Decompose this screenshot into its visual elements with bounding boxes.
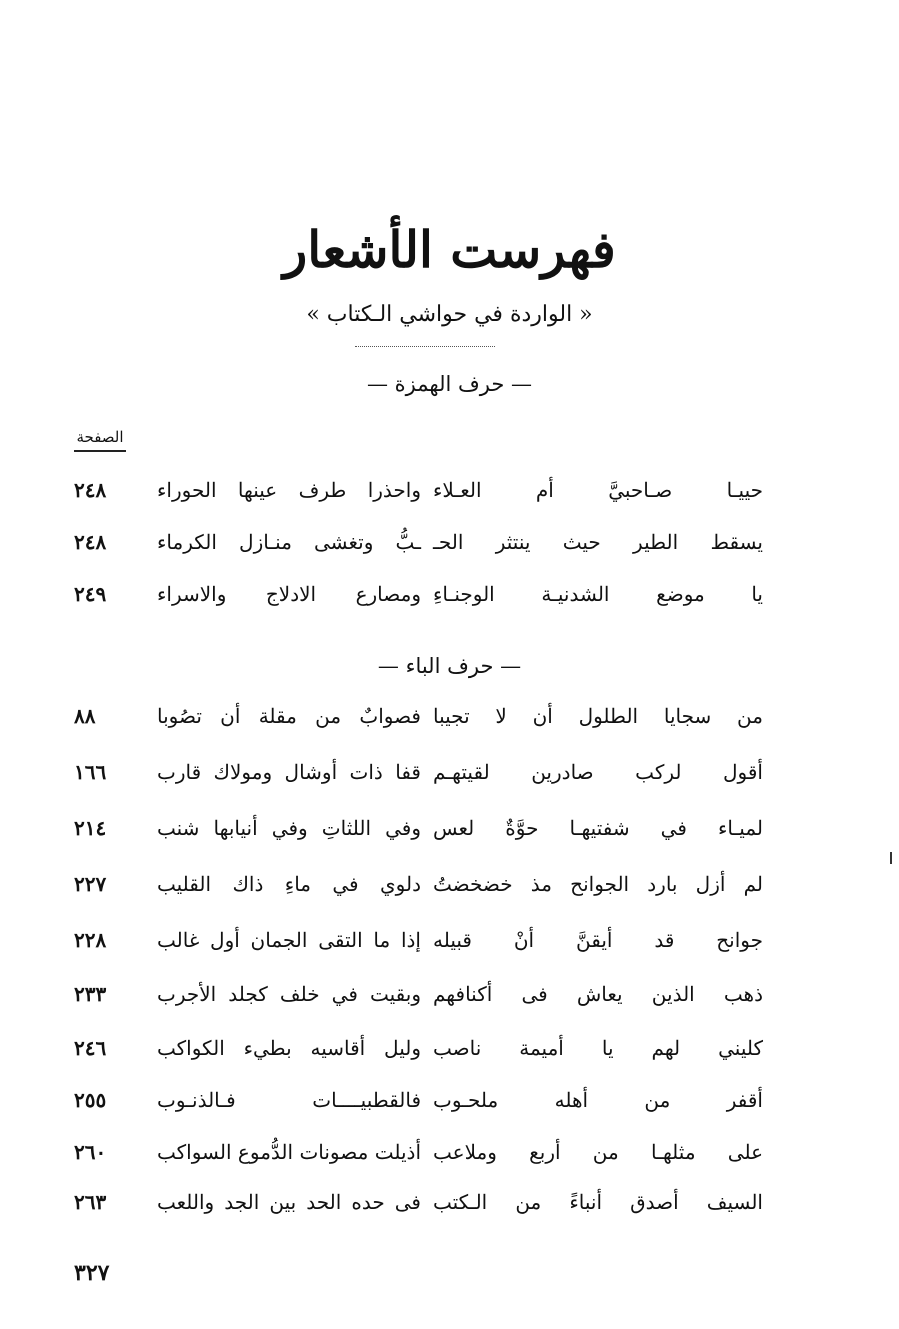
verse-row xyxy=(0,928,899,968)
verse-first-hemistich: حييـا صـاحبيَّ أم العـلاء xyxy=(433,478,763,502)
verse-second-hemistich: أذيلت مصونات الدُّموع السواكب xyxy=(157,1140,421,1164)
verse-page-number: ١٦٦ xyxy=(74,760,107,784)
verse-page-number: ٢٣٣ xyxy=(74,982,107,1006)
verse-second-hemistich: وفي اللثاتِ وفي أنيابها شنب xyxy=(157,816,421,840)
verse-second-hemistich: واحذرا طرف عينها الحوراء xyxy=(157,478,421,502)
verse-page-number: ٢٤٨ xyxy=(74,478,107,502)
verse-first-hemistich: لميـاء في شفتيهـا حوَّةٌ لعس xyxy=(433,816,763,840)
verse-second-hemistich: دلوي في ماءِ ذاك القليب xyxy=(157,872,421,896)
verse-first-hemistich: كليني لهم يا أميمة ناصب xyxy=(433,1036,763,1060)
verse-row xyxy=(0,872,899,912)
margin-mark xyxy=(890,852,892,864)
verse-second-hemistich: فى حده الحد بين الجد واللعب xyxy=(157,1190,421,1214)
verse-page-number: ٢٥٥ xyxy=(74,1088,107,1112)
verse-first-hemistich: أقول لركب صادرين لقيتهـم xyxy=(433,760,763,784)
verse-page-number: ٢٦٣ xyxy=(74,1190,107,1214)
verse-row xyxy=(0,704,899,744)
dotted-divider xyxy=(355,346,495,349)
verse-first-hemistich: يسقط الطير حيث ينتثر الحـ xyxy=(433,530,763,554)
verse-row xyxy=(0,478,899,518)
verse-second-hemistich: وبقيت في خلف كجلد الأجرب xyxy=(157,982,421,1006)
verse-first-hemistich: أقفر من أهله ملحـوب xyxy=(433,1088,763,1112)
verse-first-hemistich: السيف أصدق أنباءً من الـكتب xyxy=(433,1190,763,1214)
section-heading-hamza: — حرف الهمزة — xyxy=(366,372,532,396)
verse-first-hemistich: على مثلهـا من أربع وملاعب xyxy=(433,1140,763,1164)
verse-page-number: ٢٤٦ xyxy=(74,1036,107,1060)
verse-row xyxy=(0,530,899,570)
verse-page-number: ٢٢٨ xyxy=(74,928,107,952)
verse-first-hemistich: ذهب الذين يعاش فى أكنافهم xyxy=(433,982,763,1006)
verse-first-hemistich: جوانح قد أيقنَّ أنْ قبيله xyxy=(433,928,763,952)
verse-first-hemistich: لم أزل بارد الجوانح مذ خضخضتُ xyxy=(433,872,763,896)
page-title: فهرست الأشعار xyxy=(283,220,616,279)
verse-second-hemistich: وليل أقاسيه بطيء الكواكب xyxy=(157,1036,421,1060)
verse-row xyxy=(0,982,899,1022)
verse-page-number: ٢٤٨ xyxy=(74,530,107,554)
verse-page-number: ٨٨ xyxy=(74,704,96,728)
verse-second-hemistich: إذا ما التقى الجمان أول غالب xyxy=(157,928,421,952)
verse-second-hemistich: فالقطبيــــات فـالذنـوب xyxy=(157,1088,421,1112)
verse-page-number: ٢١٤ xyxy=(74,816,107,840)
verse-second-hemistich: ومصارع الادلاج والاسراء xyxy=(157,582,421,606)
verse-second-hemistich: فصوابٌ من مقلة أن تصُوبا xyxy=(157,704,421,728)
verse-page-number: ٢٢٧ xyxy=(74,872,107,896)
verse-row xyxy=(0,1036,899,1076)
page-subtitle: « الواردة في حواشي الـكتاب » xyxy=(306,302,593,327)
verse-row xyxy=(0,1140,899,1180)
verse-second-hemistich: ـبُّ وتغشى منـازل الكرماء xyxy=(157,530,421,554)
section-heading-ba: — حرف الباء — xyxy=(377,654,522,678)
verse-first-hemistich: من سجايا الطلول أن لا تجيبا xyxy=(433,704,763,728)
verse-row xyxy=(0,1088,899,1128)
page-column-label: الصفحة xyxy=(74,428,126,452)
verse-page-number: ٢٤٩ xyxy=(74,582,107,606)
verse-page-number: ٢٦٠ xyxy=(74,1140,107,1164)
verse-row xyxy=(0,1190,899,1230)
verse-row xyxy=(0,582,899,622)
verse-second-hemistich: قفا ذات أوشال ومولاك قارب xyxy=(157,760,421,784)
page-folio-number: ٣٢٧ xyxy=(74,1260,110,1286)
verse-first-hemistich: يا موضع الشدنيـة الوجنـاءِ xyxy=(433,582,763,606)
verse-row xyxy=(0,816,899,856)
verse-row xyxy=(0,760,899,800)
